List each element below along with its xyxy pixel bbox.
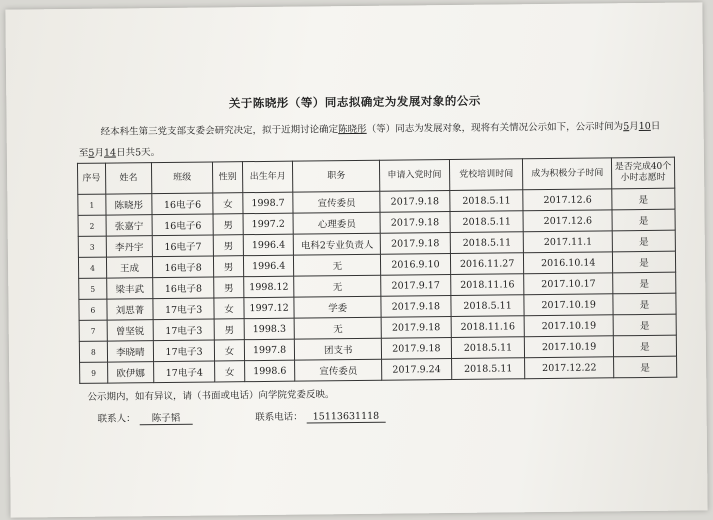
cell-name: 李晓晴 (107, 341, 153, 362)
intro-day-end: 14 (103, 147, 117, 159)
cell-sex: 男 (214, 319, 244, 340)
cell-name: 梁丰武 (106, 278, 152, 299)
cell-activist-date: 2017.11.1 (524, 231, 613, 253)
cell-apply-date: 2017.9.18 (381, 338, 451, 360)
intro-day-start: 10 (638, 120, 651, 133)
contact-person-label: 联系人： (97, 413, 136, 425)
cell-training-date: 2018.5.11 (451, 358, 525, 380)
header-training-date: 党校培训时间 (449, 159, 523, 191)
objection-note: 公示期内，如有异议，请（书面或电话）向学院党委反映。 (87, 389, 335, 403)
header-apply-date: 申请入党时间 (380, 160, 450, 192)
cell-sex: 女 (215, 340, 245, 361)
cell-volunteer-done: 是 (612, 230, 675, 252)
cell-class: 17电子3 (153, 298, 214, 320)
intro-month-end: 5 (88, 147, 95, 159)
cell-training-date: 2018.5.11 (449, 190, 523, 212)
cell-name: 王成 (106, 257, 152, 278)
cell-seq: 2 (78, 215, 106, 236)
cell-training-date: 2018.11.16 (451, 316, 525, 338)
cell-sex: 女 (215, 361, 245, 382)
cell-sex: 女 (214, 298, 244, 319)
header-class: 班级 (152, 162, 214, 194)
cell-seq: 3 (78, 236, 106, 257)
cell-seq: 9 (80, 362, 108, 383)
intro-text-1: 经本科生第三党支部支委会研究决定，拟于近期讨论确定 (100, 124, 339, 138)
cell-seq: 5 (79, 278, 107, 299)
candidate-table (77, 157, 677, 384)
cell-seq: 4 (78, 257, 106, 278)
header-seq: 序号 (77, 163, 105, 194)
cell-volunteer-done: 是 (613, 293, 676, 315)
cell-name: 陈晓彤 (106, 194, 152, 215)
cell-name: 欧伊娜 (107, 362, 153, 383)
cell-volunteer-done: 是 (612, 251, 675, 273)
cell-class: 16电子8 (153, 277, 214, 299)
cell-activist-date: 2017.12.6 (523, 189, 612, 211)
cell-activist-date: 2017.12.6 (523, 210, 612, 232)
cell-birth: 1998.12 (244, 276, 295, 298)
cell-birth: 1997.8 (244, 339, 295, 361)
cell-activist-date: 2017.10.19 (525, 336, 614, 358)
cell-activist-date: 2017.10.19 (524, 294, 613, 316)
contact-phone-value: 15113631118 (307, 411, 386, 424)
cell-apply-date: 2017.9.18 (381, 317, 451, 339)
cell-volunteer-done: 是 (613, 356, 676, 378)
cell-volunteer-done: 是 (612, 188, 675, 210)
contact-line (98, 405, 618, 425)
cell-apply-date: 2017.9.18 (380, 191, 450, 213)
cell-birth: 1998.7 (243, 192, 294, 214)
cell-birth: 1996.4 (243, 234, 294, 256)
cell-duty: 宣传委员 (295, 359, 382, 381)
header-duty: 职务 (293, 160, 380, 192)
document-title: 关于陈晓彤（等）同志拟确定为发展对象的公示 (228, 93, 481, 111)
cell-birth: 1996.4 (243, 255, 294, 277)
cell-sex: 男 (214, 277, 244, 298)
cell-seq: 8 (79, 341, 107, 362)
cell-volunteer-done: 是 (612, 209, 675, 231)
cell-training-date: 2018.5.11 (450, 232, 524, 254)
cell-birth: 1998.6 (244, 360, 295, 382)
cell-duty: 学委 (294, 296, 381, 318)
cell-name: 曾坚锐 (107, 320, 153, 341)
intro-text-4: 日至 (78, 120, 661, 159)
cell-duty: 无 (294, 317, 381, 339)
intro-text-6: 日共5天。 (115, 147, 161, 159)
cell-class: 16电子6 (152, 214, 213, 236)
cell-class: 16电子8 (153, 256, 214, 278)
cell-sex: 女 (213, 193, 243, 214)
cell-duty: 宣传委员 (293, 191, 380, 213)
cell-apply-date: 2016.9.10 (381, 254, 451, 276)
cell-class: 17电子3 (153, 319, 214, 341)
cell-duty: 电科2专业负责人 (294, 233, 381, 255)
cell-training-date: 2018.5.11 (450, 211, 524, 233)
cell-class: 16电子7 (152, 235, 213, 257)
contact-person-name: 陈子韬 (140, 410, 193, 426)
intro-month-start: 5 (623, 121, 630, 133)
intro-text-3: 月 (629, 121, 639, 133)
cell-duty: 心理委员 (293, 212, 380, 234)
table-body (78, 188, 677, 383)
cell-sex: 男 (214, 256, 244, 277)
cell-name: 张嘉宁 (106, 215, 152, 236)
cell-class: 16电子6 (152, 193, 213, 215)
cell-duty: 无 (294, 254, 381, 276)
header-birth: 出生年月 (242, 161, 293, 193)
cell-seq: 6 (79, 299, 107, 320)
header-volunteer-done: 是否完成40个小时志愿时 (611, 157, 674, 189)
cell-birth: 1997.12 (244, 297, 295, 319)
cell-class: 17电子4 (154, 361, 215, 383)
cell-activist-date: 2017.10.17 (524, 273, 613, 295)
cell-activist-date: 2016.10.14 (524, 252, 613, 274)
cell-seq: 7 (79, 320, 107, 341)
intro-text-5: 月 (94, 147, 105, 159)
document-page (5, 2, 707, 517)
cell-seq: 1 (78, 194, 106, 215)
cell-training-date: 2018.5.11 (451, 295, 525, 317)
cell-birth: 1997.2 (243, 213, 294, 235)
header-activist-date: 成为积极分子时间 (523, 158, 612, 190)
cell-training-date: 2016.11.27 (450, 253, 524, 275)
cell-sex: 男 (213, 214, 243, 235)
cell-duty: 无 (294, 275, 381, 297)
intro-text-2: （等）同志为发展对象，现将有关情况公示如下，公示时间为 (366, 121, 624, 135)
cell-name: 刘思菁 (107, 299, 153, 320)
header-sex: 性别 (213, 162, 243, 193)
cell-name: 李丹宇 (106, 236, 152, 257)
cell-training-date: 2018.5.11 (451, 337, 525, 359)
cell-apply-date: 2017.9.17 (381, 275, 451, 297)
cell-apply-date: 2017.9.24 (382, 359, 452, 381)
cell-activist-date: 2017.10.19 (525, 315, 614, 337)
contact-phone-label: 联系电话： (255, 411, 303, 424)
cell-duty: 团支书 (295, 338, 382, 360)
cell-volunteer-done: 是 (613, 272, 676, 294)
cell-volunteer-done: 是 (613, 335, 676, 357)
cell-apply-date: 2017.9.18 (380, 212, 450, 234)
cell-activist-date: 2017.12.22 (525, 357, 614, 379)
cell-class: 17电子3 (153, 340, 214, 362)
cell-apply-date: 2017.9.18 (380, 233, 450, 255)
cell-apply-date: 2017.9.18 (381, 296, 451, 318)
cell-volunteer-done: 是 (613, 314, 676, 336)
cell-training-date: 2018.11.16 (450, 274, 524, 296)
cell-birth: 1998.3 (244, 318, 295, 340)
header-name: 姓名 (105, 163, 152, 194)
intro-name: 陈晓彤 (338, 123, 367, 136)
cell-sex: 男 (213, 235, 243, 256)
